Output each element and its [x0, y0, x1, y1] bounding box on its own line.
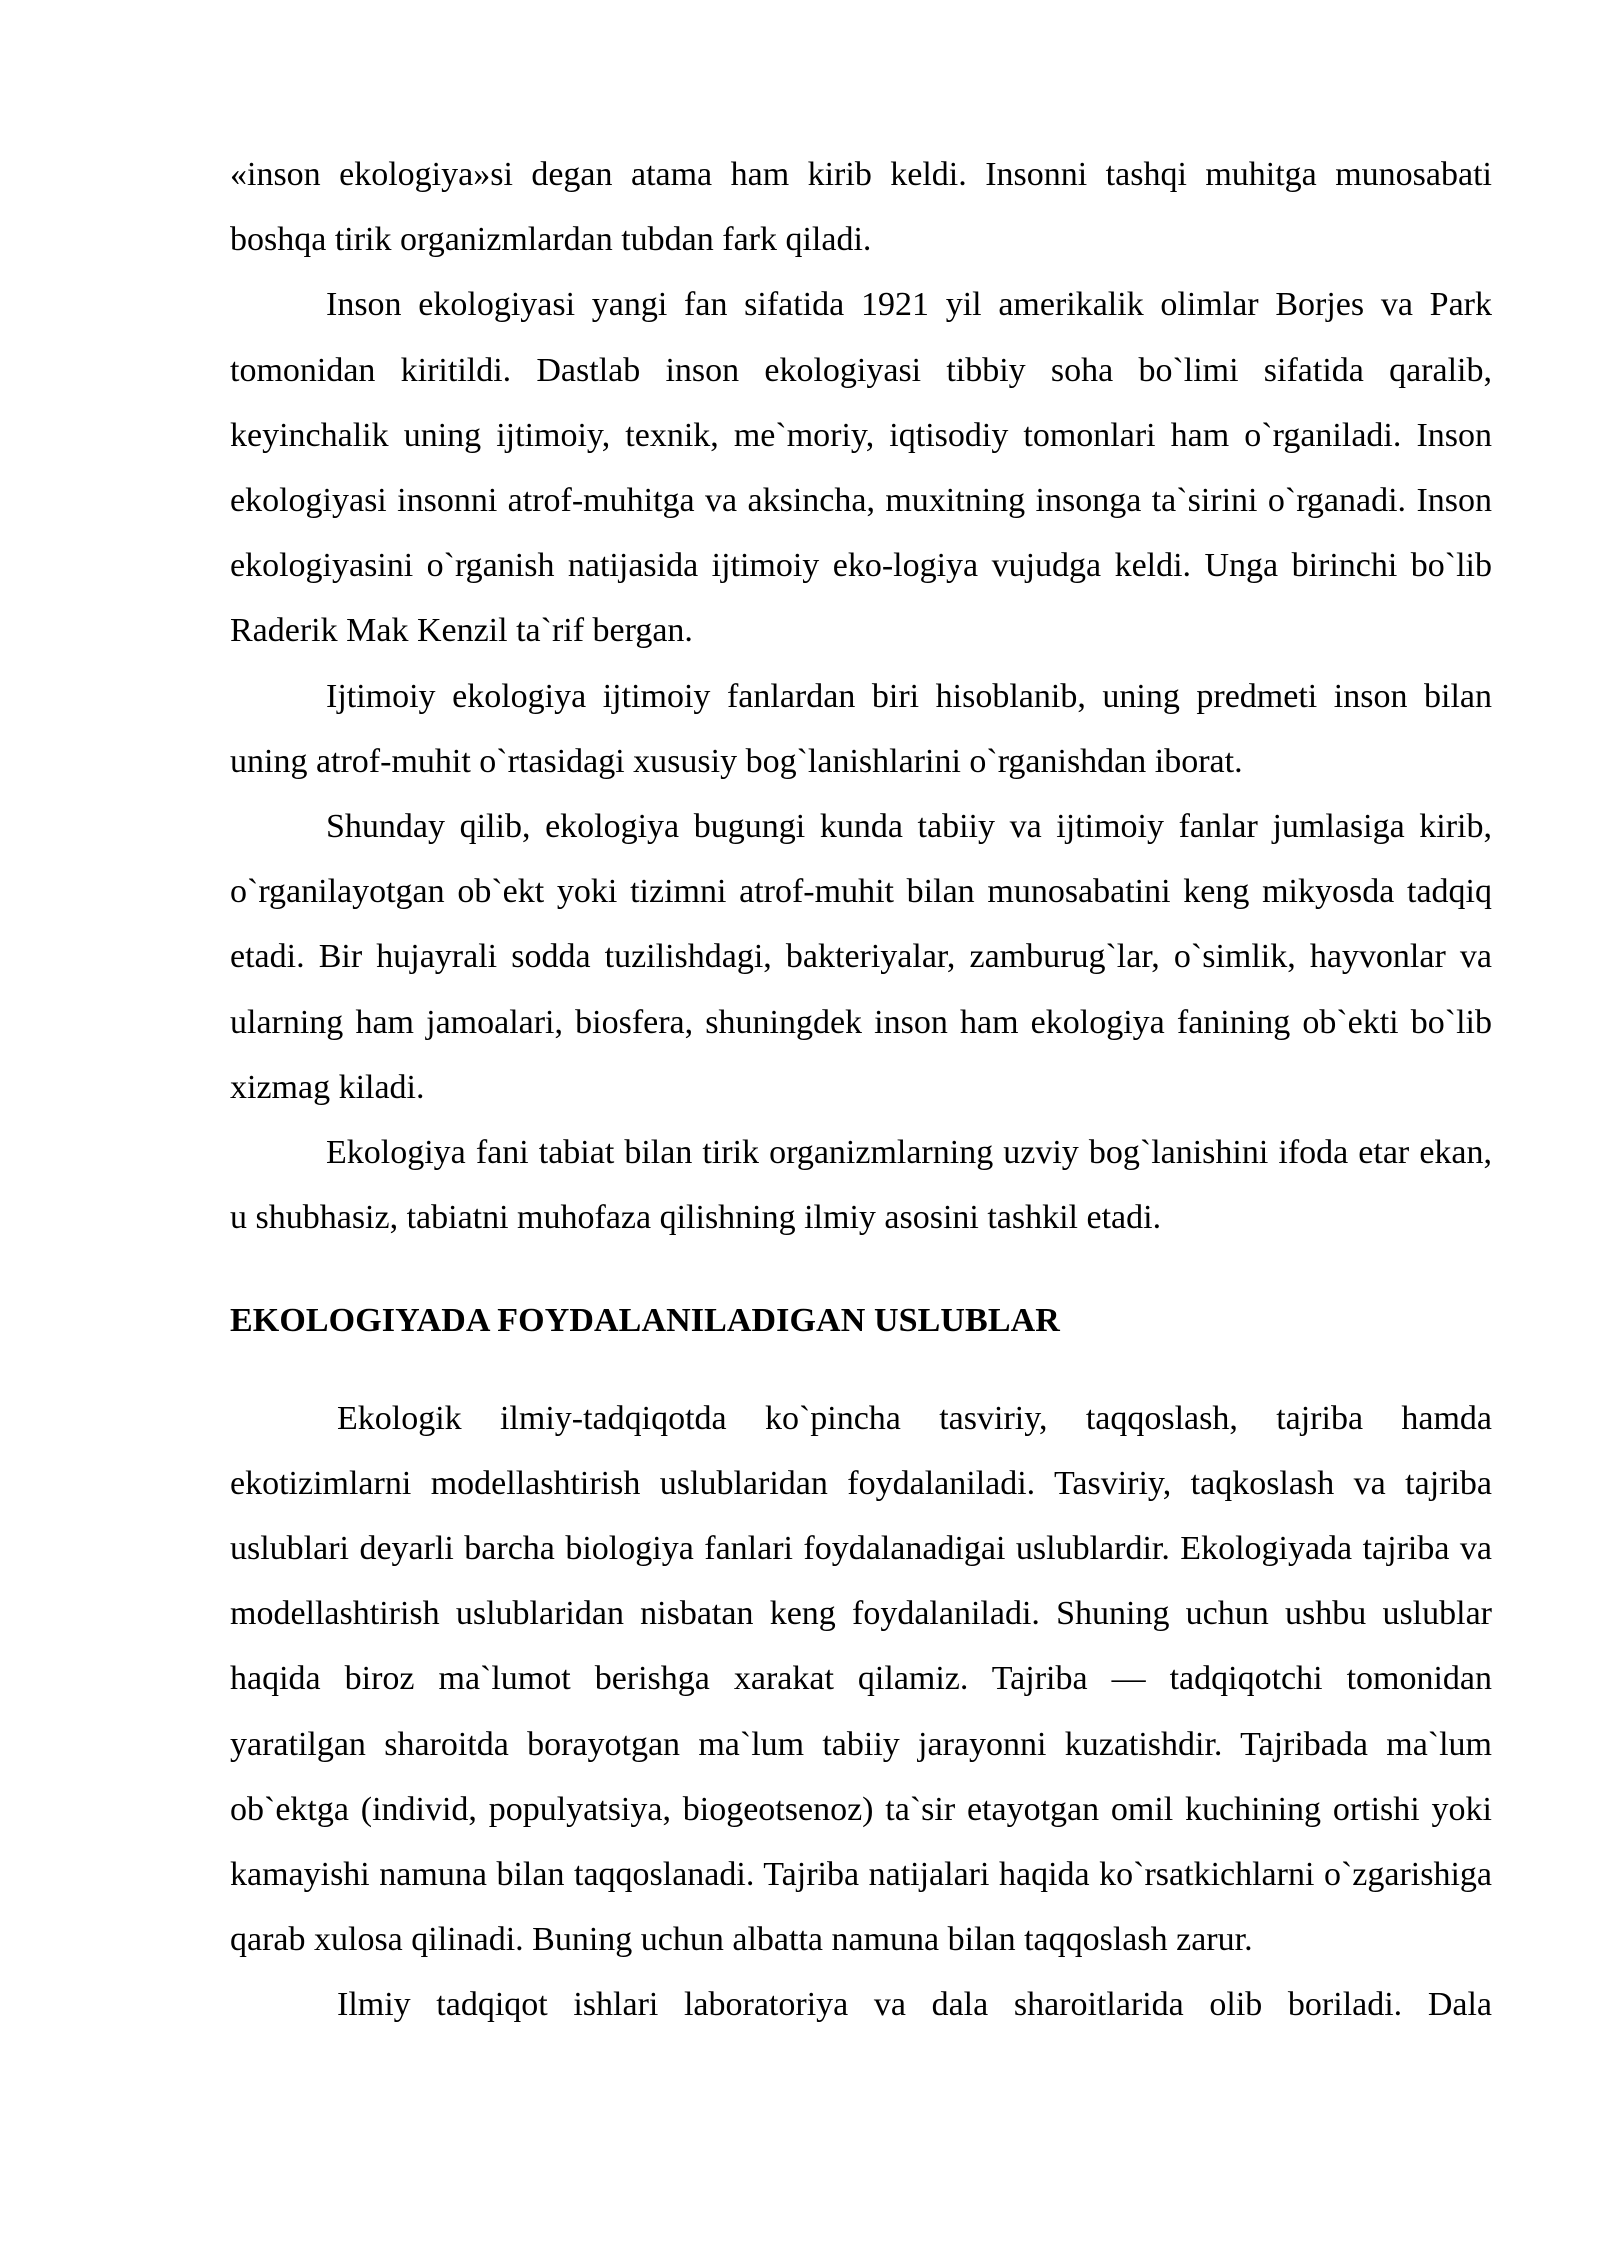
paragraph: Shunday qilib, ekologiya bugungi kunda tabiiy va ijtimoiy fanlar jumlasiga kirib, o`rganilayotgan ob`ekt yoki tizimni atrof-muhit bilan munosabatini keng mikyosda tadqiq etadi. Bir hujayrali sodda tuzilishdagi, bakteriyalar, zamburug`lar, o`simlik, hayvonlar va ularning ham jamoalari, biosfera, shuningdek inson ham ekologiya fanining ob`ekti bo`lib xizmag kiladi.	[230, 808, 1492, 1106]
section-heading: EKOLOGIYADA FOYDALANILADIGAN USLUBLAR	[230, 1302, 1060, 1340]
paragraph: Ekologiya fani tabiat bilan tirik organizmlarning uzviy bog`lanishini ifoda etar ekan, u shubhasiz, tabiatni muhofaza qilishning ilmiy asosini tashkil etadi.	[230, 1134, 1492, 1237]
paragraph: Ijtimoiy ekologiya ijtimoiy fanlardan biri hisoblanib, uning predmeti inson bilan uning atrof-muhit o`rtasidagi xususiy bog`lanishlarini o`rganishdan iborat.	[230, 677, 1492, 780]
paragraph: Ekologik ilmiy-tadqiqotda ko`pincha tasviriy, taqqoslash, tajriba hamda ekotizimlarni modellashtirish uslublaridan foydalaniladi. Tasviriy, taqkoslash va tajriba uslublari deyarli barcha biologiya fanlari foydalanadigai uslublardir. Ekologiyada tajriba va modellashtirish uslublaridan nisbatan keng foydalaniladi. Shuning uchun ushbu uslublar haqida biroz ma`lumot berishga xarakat qilamiz. Tajriba — tadqiqotchi tomonidan yaratilgan sharoitda borayotgan ma`lum tabiiy jarayonni kuzatishdir. Tajribada ma`lum ob`ektga (individ, populyatsiya, biogeotsenoz) ta`sir etayotgan omil kuchining ortishi yoki kamayishi namuna bilan taqqoslanadi. Tajriba natijalari haqida ko`rsatkichlarni o`zgarishiga qarab xulosa qilinadi. Buning uchun albatta namuna bilan taqqoslash zarur.	[230, 1399, 1492, 1959]
paragraph: Ilmiy tadqiqot ishlari laboratoriya va dala sharoitlarida olib boriladi. Dala	[337, 1986, 1492, 2024]
document-body	[230, 142, 1492, 2038]
paragraph: «inson ekologiya»si degan atama ham kirib keldi. Insonni tashqi muhitga munosabati boshqa tirik organizmlardan tubdan fark qiladi.	[230, 156, 1492, 259]
paragraph: Inson ekologiyasi yangi fan sifatida 1921 yil amerikalik olimlar Borjes va Park tomonidan kiritildi. Dastlab inson ekologiyasi tibbiy soha bo`limi sifatida qaralib, keyinchalik uning ijtimoiy, texnik, me`moriy, iqtisodiy tomonlari ham o`rganiladi. Inson ekologiyasi insonni atrof-muhitga va aksincha, muxitning insonga ta`sirini o`rganadi. Inson ekologiyasini o`rganish natijasida ijtimoiy eko-logiya vujudga keldi. Unga birinchi bo`lib Raderik Mak Kenzil ta`rif bergan.	[230, 286, 1492, 650]
